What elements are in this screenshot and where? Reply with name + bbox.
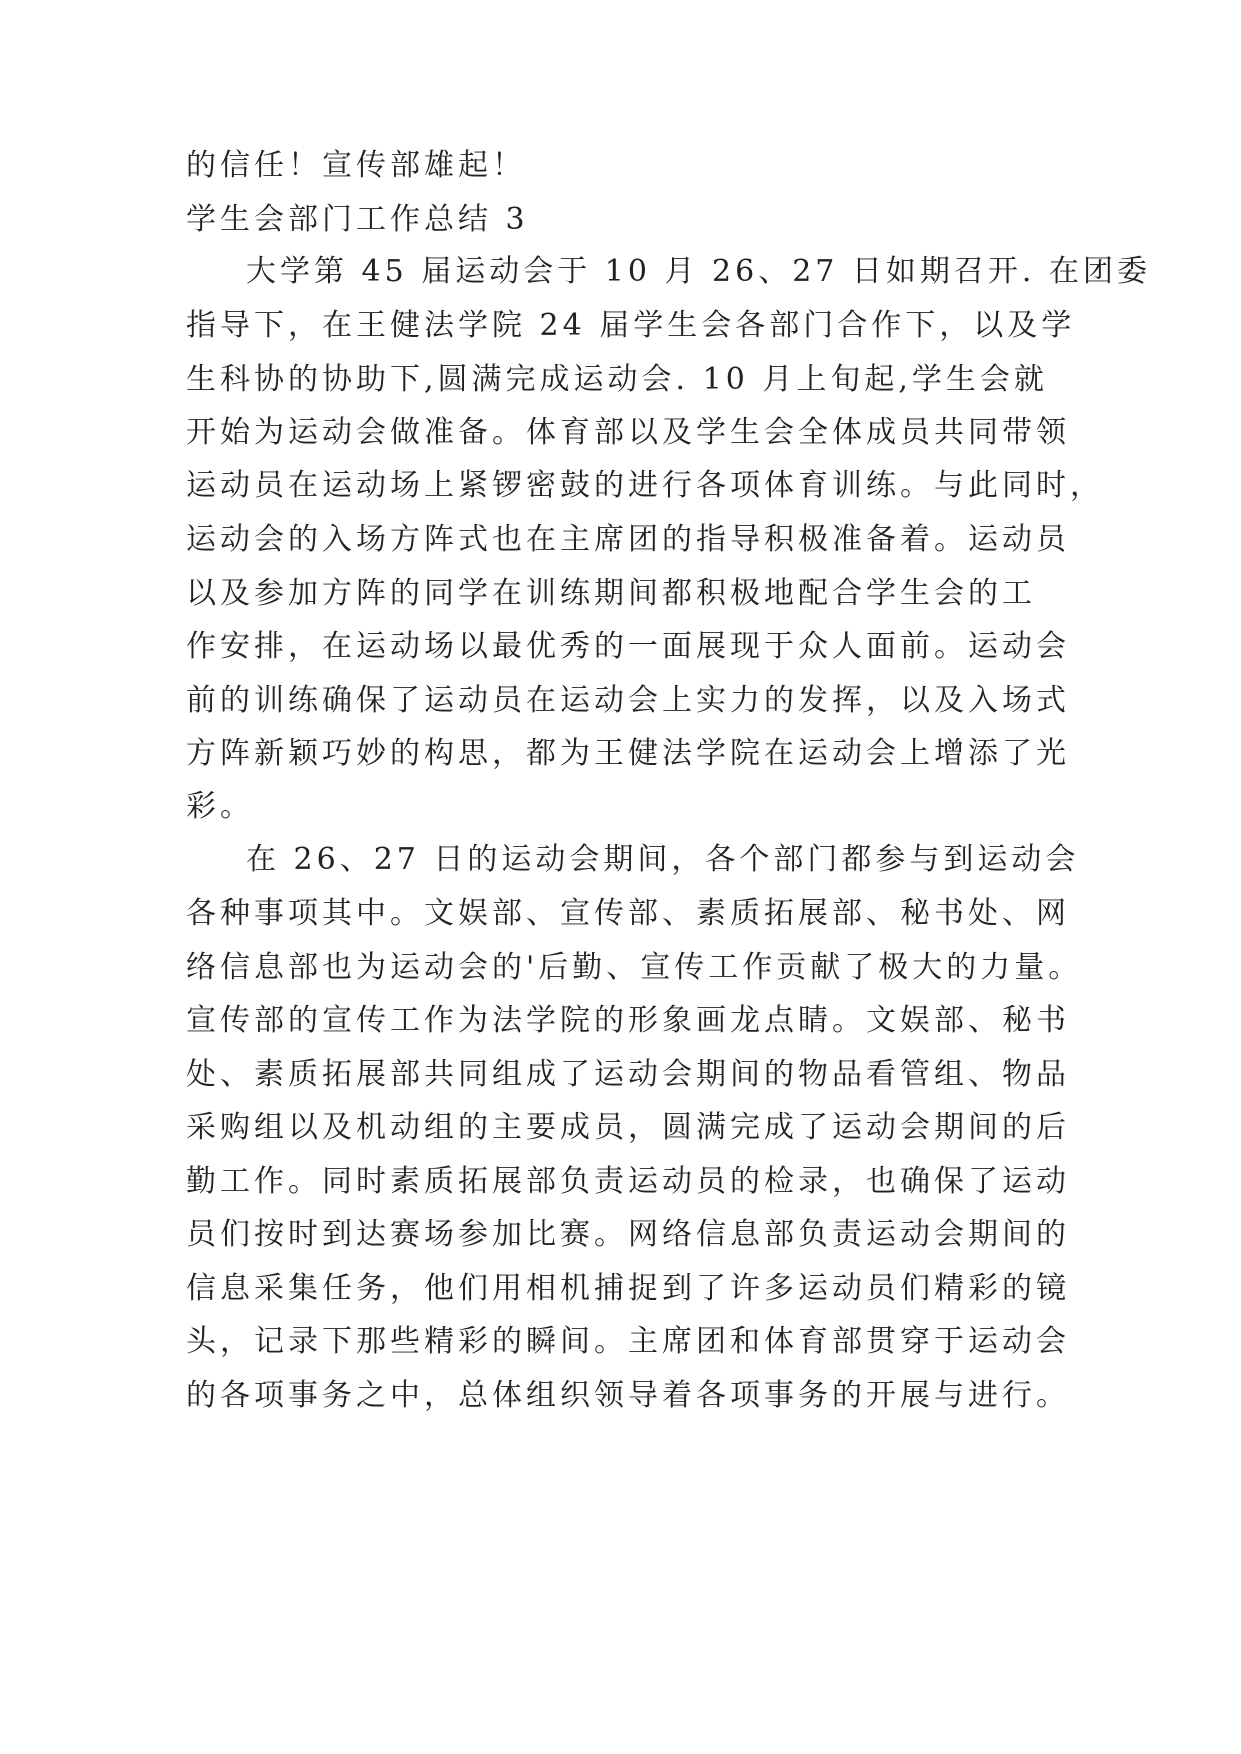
paragraph-2-line: 处、素质拓展部共同组成了运动会期间的物品看管组、物品 [186,1057,1070,1092]
paragraph-2-line: 头，记录下那些精彩的瞬间。主席团和体育部贯穿于运动会 [186,1324,1070,1359]
paragraph-1-line: 指导下，在王健法学院 24 届学生会各部门合作下，以及学 [186,308,1076,343]
paragraph-1-line: 彩。 [186,789,254,824]
paragraph-2-line: 在 26、27 日的运动会期间，各个部门都参与到运动会 [246,842,1080,877]
paragraph-2-line: 信息采集任务，他们用相机捕捉到了许多运动员们精彩的镜 [186,1271,1070,1306]
paragraph-2-line: 的各项事务之中，总体组织领导着各项事务的开展与进行。 [186,1378,1070,1413]
paragraph-2-line: 采购组以及机动组的主要成员，圆满完成了运动会期间的后 [186,1110,1070,1145]
section-heading: 学生会部门工作总结 3 [186,202,529,237]
paragraph-2-line: 员们按时到达赛场参加比赛。网络信息部负责运动会期间的 [186,1217,1070,1252]
paragraph-2-line: 勤工作。同时素质拓展部负责运动员的检录，也确保了运动 [186,1164,1070,1199]
paragraph-2-line: 各种事项其中。文娱部、宣传部、素质拓展部、秘书处、网 [186,896,1070,931]
paragraph-1-line: 方阵新颖巧妙的构思，都为王健法学院在运动会上增添了光 [186,736,1070,771]
paragraph-1-line: 前的训练确保了运动员在运动会上实力的发挥，以及入场式 [186,683,1070,718]
paragraph-2-line: 络信息部也为运动会的'后勤、宣传工作贡献了极大的力量。 [186,950,1083,985]
paragraph-1-line: 大学第 45 届运动会于 10 月 26、27 日如期召开. 在团委 [246,254,1151,289]
paragraph-2-line: 宣传部的宣传工作为法学院的形象画龙点睛。文娱部、秘书 [186,1003,1070,1038]
paragraph-1-line: 运动员在运动场上紧锣密鼓的进行各项体育训练。与此同时， [186,468,1104,503]
text-line: 的信任！宣传部雄起！ [186,148,526,183]
paragraph-1-line: 以及参加方阵的同学在训练期间都积极地配合学生会的工 [186,576,1036,611]
paragraph-1-line: 生科协的协助下,圆满完成运动会. 10 月上旬起,学生会就 [186,362,1048,397]
paragraph-1-line: 作安排，在运动场以最优秀的一面展现于众人面前。运动会 [186,629,1070,664]
paragraph-1-line: 运动会的入场方阵式也在主席团的指导积极准备着。运动员 [186,522,1070,557]
paragraph-1-line: 开始为运动会做准备。体育部以及学生会全体成员共同带领 [186,415,1070,450]
